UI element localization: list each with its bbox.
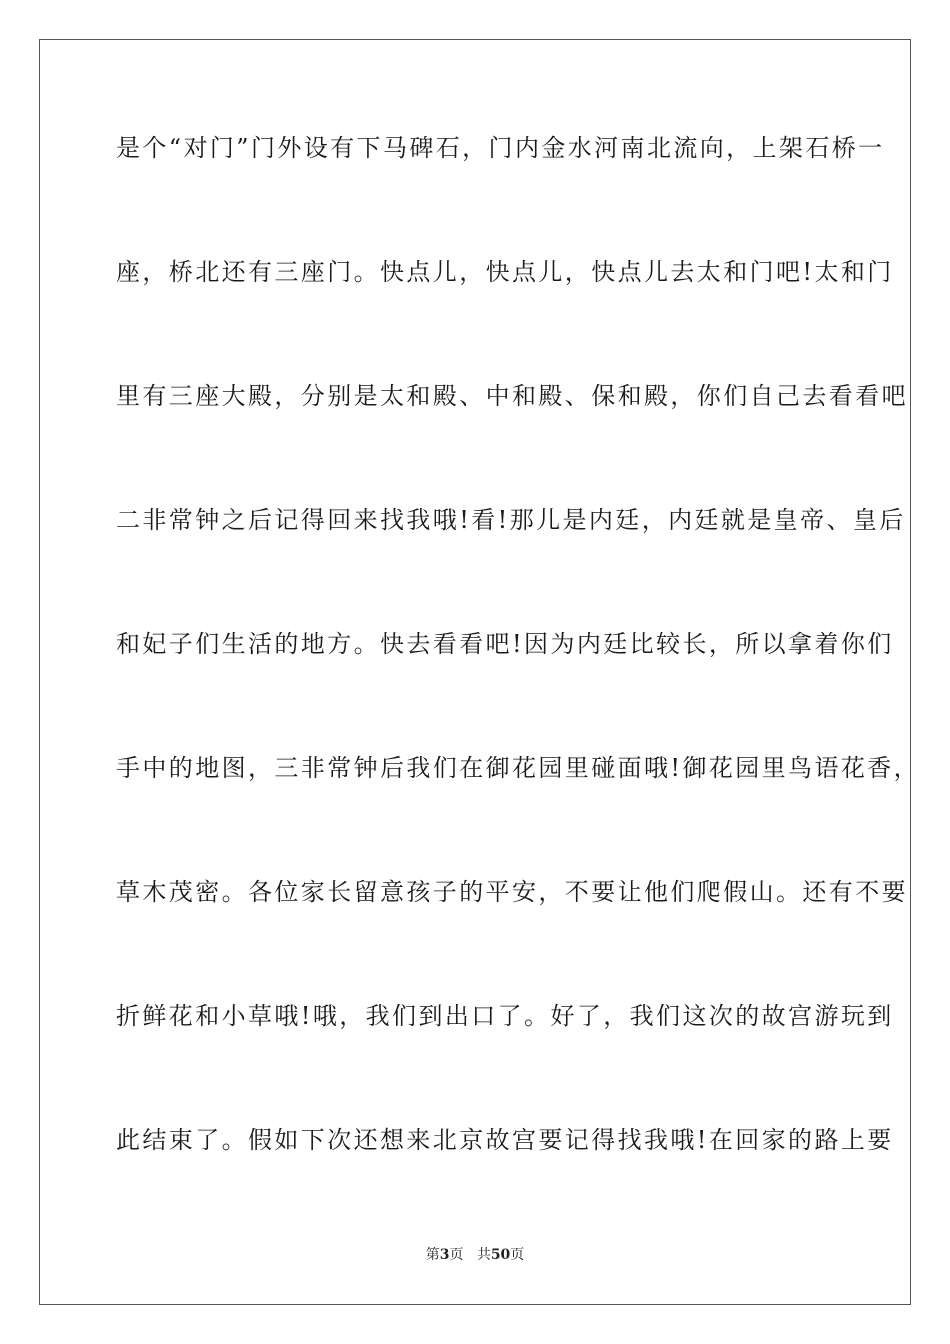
page-frame [39, 39, 921, 1305]
text-line-8: 折鲜花和小草哦!哦，我们到出口了。好了，我们这次的故宫游玩到 [116, 1002, 894, 1030]
text-line-7: 草木茂密。各位家长留意孩子的平安，不要让他们爬假山。还有不要 [116, 878, 908, 906]
text-line-3: 里有三座大殿，分别是太和殿、中和殿、保和殿，你们自己去看看吧 [116, 382, 908, 410]
page-label: 第3页 [425, 1247, 464, 1263]
page-number: 3 [439, 1247, 450, 1263]
text-line-2: 座，桥北还有三座门。快点儿，快点儿，快点儿去太和门吧!太和门 [116, 258, 894, 286]
total-pages: 50 [490, 1247, 511, 1263]
total-label: 共50页 [476, 1247, 525, 1263]
text-line-9: 此结束了。假如下次还想来北京故宫要记得找我哦!在回家的路上要 [116, 1126, 894, 1154]
text-line-1: 是个“对门”门外设有下马碑石，门内金水河南北流向，上架石桥一 [116, 134, 885, 162]
text-line-4: 二非常钟之后记得回来找我哦!看!那儿是内廷，内廷就是皇帝、皇后 [116, 506, 906, 534]
text-line-6: 手中的地图，三非常钟后我们在御花园里碰面哦!御花园里鸟语花香， [116, 754, 921, 782]
page-footer [0, 1246, 950, 1264]
text-line-5: 和妃子们生活的地方。快去看看吧!因为内廷比较长，所以拿着你们 [116, 630, 894, 658]
